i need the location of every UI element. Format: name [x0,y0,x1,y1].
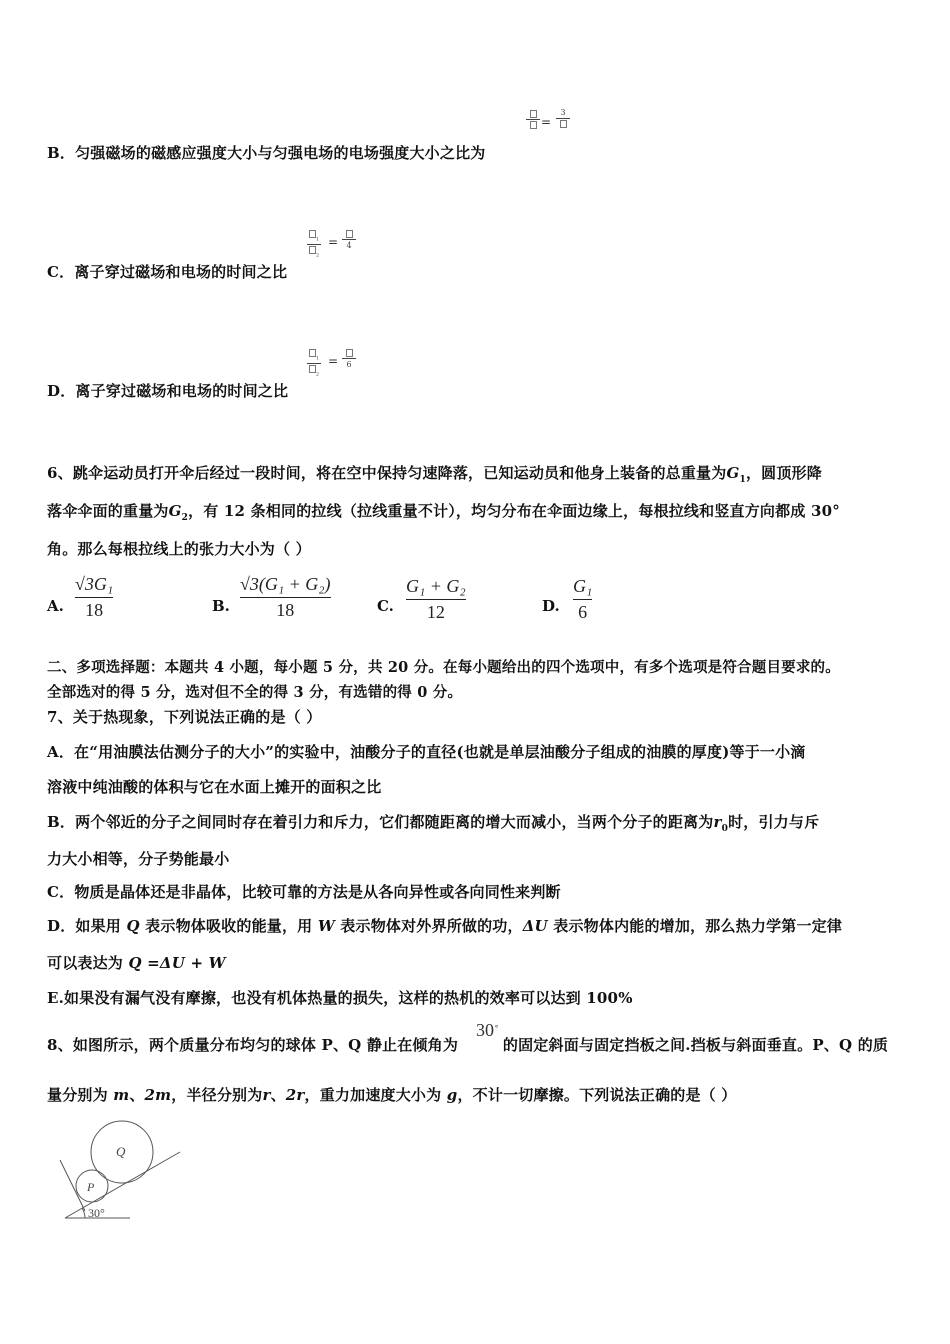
q8-l2-c: ，半径分别为 [171,1086,263,1104]
q6-option-a-fraction [75,574,113,621]
q5-c-formula-eq: = [328,235,339,249]
q5-option-d-text: D．离子穿过磁场和电场的时间之比 [47,382,289,400]
q5-d-den: 6 [346,360,352,369]
q5-option-d [47,380,288,401]
q7-d1-a: D．如果用 [47,917,122,935]
q6-option-a-label: A. [47,597,64,615]
q8-l2-a: 量分别为 [47,1086,108,1104]
q5-c-den: 4 [346,241,352,250]
q6-option-c-den: 12 [426,602,445,622]
q8-g: g [446,1086,458,1104]
baffle-plate [60,1160,85,1211]
q6-line1: 6、跳伞运动员打开伞后经过一段时间，将在空中保持匀速降落，已知运动员和他身上装备的总重量为$G_1$，圆顶形降 [47,464,822,485]
q7-d1-w: W [317,917,335,935]
q6-line3-text: 角。那么每根拉线上的张力大小为（ ） [47,540,311,558]
q6-option-c-num: G₁ + G₂ [406,576,466,596]
q6-line2: 落伞伞面的重量为$G_2$，有 12 条相同的拉线（拉线重量不计），均匀分布在伞面边缘上，每根拉线和竖直方向都成 30° [47,502,840,523]
section2-heading-line1: 二、多项选择题：本题共 4 小题，每小题 5 分，共 20 分。在每小题给出的四个选项中，有多个选项是符合题目要求的。 [47,659,840,676]
q6-option-c-label: C. [377,597,394,615]
q7-d2-a: 可以表达为 [47,954,124,972]
q7-option-e: E.如果没有漏气没有摩擦，也没有机体热量的损失，这样的热机的效率可以达到 100% [47,989,633,1007]
q7-option-d-line1 [47,915,842,936]
q7-b1-end: 时，引力与斥 [728,813,820,831]
q5-option-c-text: C．离子穿过磁场和电场的时间之比 [47,263,288,281]
q5-option-b [47,142,485,163]
q7-option-c: C．物质是晶体还是非晶体，比较可靠的方法是从各向异性或各向同性来判断 [47,883,561,901]
q6-line1-text: 6、跳伞运动员打开伞后经过一段时间，将在空中保持匀速降落，已知运动员和他身上装备的总重量为 [47,464,727,482]
q7-d2-formula: Q =ΔU + W [128,954,226,972]
q6-line2-end: ，有 12 条相同的拉线（拉线重量不计），均匀分布在伞面边缘上，每根拉线和竖直方向都成 30° [188,502,840,520]
q6-option-a-num: √3G₁ [75,574,114,594]
q5-d-formula-right [342,349,356,369]
label-q: Q [116,1144,126,1159]
q5-c-formula-right [342,230,356,250]
q7-d1-du: ΔU [522,917,548,935]
q6-option-d-label: D. [542,597,560,615]
q6-line3 [47,538,311,559]
q7-option-a-line2: 溶液中纯油酸的体积与它在水面上摊开的面积之比 [47,778,382,796]
q5-c-formula-left: $_1$ $_2$ [307,230,321,258]
q7-d1-q: Q [126,917,140,935]
q6-option-c-fraction [406,576,466,623]
q8-2m: 2m [144,1086,172,1104]
q7-d1-c: 表示物体对外界所做的功， [340,917,523,935]
q6-g2: G [168,502,182,520]
q5-d-formula-eq: = [328,354,339,368]
q8-l2-b: 、 [129,1086,145,1104]
label-angle: 30° [88,1206,105,1220]
label-p: P [87,1180,95,1194]
q7-r0: r [713,813,722,831]
q8-l2-e: ，重力加速度大小为 [304,1086,442,1104]
q6-option-b-den: 18 [276,600,295,620]
q7-option-a-line1: A．在“用油膜法估测分子的大小”的实验中，油酸分子的直径(也就是单层油酸分子组成的油膜的厚度)等于一小滴 [47,743,806,761]
q6-option-d-fraction [573,576,592,623]
q8-2r: 2r [285,1086,305,1104]
q5-b-num: 3 [560,108,566,117]
q8-r: r [262,1086,271,1104]
q5-option-b-text: B．匀强磁场的磁感应强度大小与匀强电场的电场强度大小之比为 [47,144,486,162]
q7-d1-b: 表示物体吸收的能量，用 [145,917,313,935]
q7-option-b-line1: B．两个邻近的分子之间同时存在着引力和斥力，它们都随距离的增大而减小，当两个分子的距离为$r_0$时，引力与斥 [47,813,820,834]
q7-option-b-line2: 力大小相等，分子势能最小 [47,850,230,868]
q8-angle-number: 30 [476,1020,494,1040]
q8-line1 [47,1034,888,1055]
q5-b-formula-right [556,108,570,128]
q7-b1-start: B．两个邻近的分子之间同时存在着引力和斥力，它们都随距离的增大而减小，当两个分子的距离为 [47,813,714,831]
q7-d1-d: 表示物体内能的增加，那么热力学第一定律 [553,917,843,935]
q5-b-formula-left [526,110,540,129]
q6-option-d-den: 6 [578,602,588,622]
q8-l2-f: ，不计一切摩擦。下列说法正确的是（ ） [457,1086,737,1104]
q8-angle-value: 30∘ [476,1020,500,1040]
q5-option-c [47,261,287,282]
q8-l1-a: 8、如图所示，两个质量分布均匀的球体 P、Q 静止在倾角为 [47,1036,459,1054]
q6-option-d-num: G₁ [573,576,593,596]
q6-g1: G [726,464,740,482]
q6-option-a-den: 18 [85,600,104,620]
q7-option-d-line2 [47,952,226,973]
q8-l2-d: 、 [270,1086,286,1104]
q8-line2 [47,1084,737,1105]
q6-line1-end: ，圆顶形降 [745,464,822,482]
q8-m: m [113,1086,130,1104]
q6-option-b-fraction [240,574,331,621]
q5-d-formula-left: $_1$ $_2$ [307,349,321,377]
q8-l1-b: 的固定斜面与固定挡板之间.挡板与斜面垂直。P、Q 的质 [502,1036,889,1054]
section2-heading-line2: 全部选对的得 5 分，选对但不全的得 3 分，有选错的得 0 分。 [47,684,463,701]
q6-line2-start: 落伞伞面的重量为 [47,502,169,520]
q6-option-b-label: B. [212,597,230,615]
q6-option-b-num: √3(G₁ + G₂) [240,574,331,594]
q7-stem: 7、关于热现象，下列说法正确的是（ ） [47,708,322,726]
q5-b-formula-eq: = [541,115,552,129]
incline-figure [55,1115,195,1225]
